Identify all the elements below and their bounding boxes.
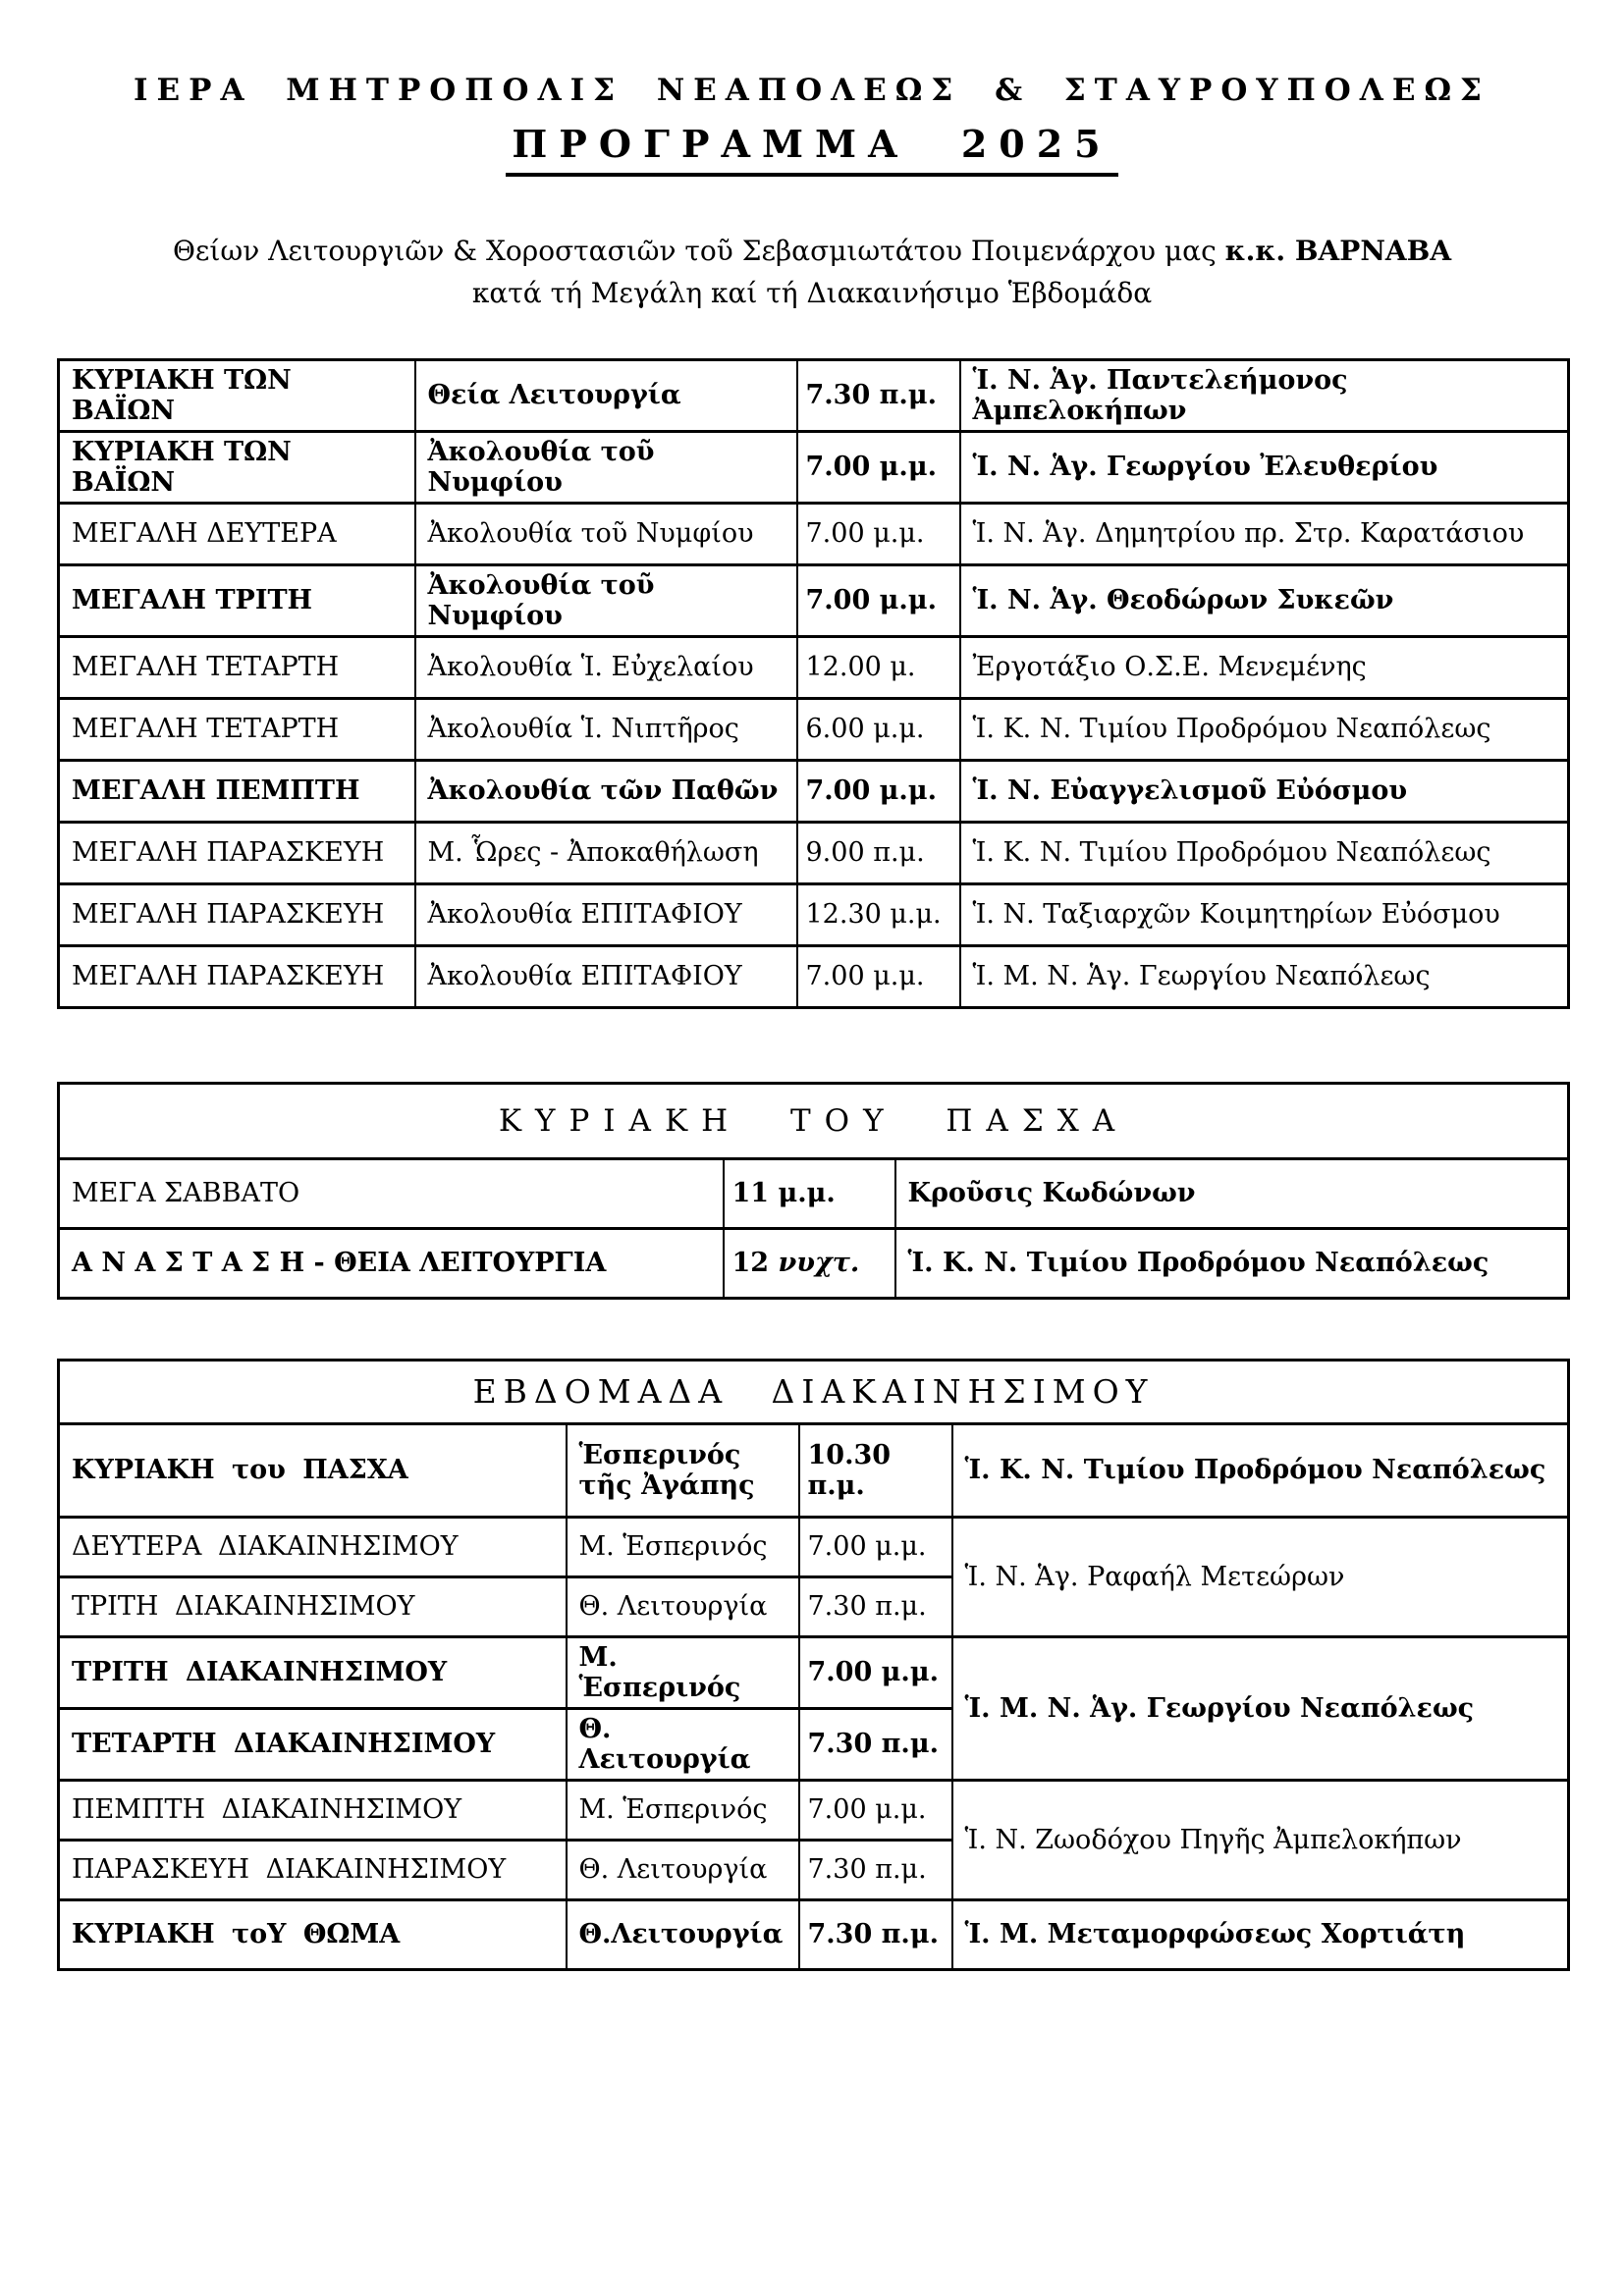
day-cell: ΜΕΓΑΛΗ ΤΕΤΑΡΤΗ <box>59 698 415 760</box>
time-cell: 12 νυχτ. <box>724 1228 895 1298</box>
pascha-table-title: ΚΥΡΙΑΚΗ ΤΟΥ ΠΑΣΧΑ <box>59 1083 1569 1158</box>
service-cell: Θ. Λειτουργία <box>567 1576 799 1636</box>
table-row <box>59 1228 1569 1298</box>
day-cell: ΠΑΡΑΣΚΕΥΗ ΔΙΑΚΑΙΝΗΣΙΜΟΥ <box>59 1840 567 1899</box>
table-row <box>59 1636 1569 1708</box>
service-cell: Μ. Ὧρες - Ἀποκαθήλωση <box>415 822 797 883</box>
service-cell: Μ. Ἑσπερινός <box>567 1517 799 1576</box>
day-cell: ΜΕΓΑΛΗ ΤΡΙΤΗ <box>59 564 415 636</box>
service-cell: Θεία Λειτουργία <box>415 359 797 431</box>
time-cell: 7.30 π.μ. <box>799 1840 952 1899</box>
location-cell: Ἱ. Ν. Ἁγ. Ραφαήλ Μετεώρων <box>952 1517 1569 1636</box>
table-row <box>59 431 1569 503</box>
day-cell: ΜΕΓΑΛΗ ΠΕΜΠΤΗ <box>59 760 415 822</box>
table-row <box>59 945 1569 1007</box>
location-cell: Ἱ. Ν. Ἁγ. Θεοδώρων Συκεῶν <box>960 564 1569 636</box>
service-cell: Ἀκολουθία Ἱ. Νιπτῆρος <box>415 698 797 760</box>
table-row <box>59 760 1569 822</box>
table-row <box>59 822 1569 883</box>
day-cell: ΜΕΓΑΛΗ ΠΑΡΑΣΚΕΥΗ <box>59 945 415 1007</box>
time-cell: 7.00 μ.μ. <box>797 431 960 503</box>
time-cell: 7.00 μ.μ. <box>799 1636 952 1708</box>
service-cell: Ἀκολουθία τοῦ Νυμφίου <box>415 431 797 503</box>
day-cell: ΔΕΥΤΕΡΑ ΔΙΑΚΑΙΝΗΣΙΜΟΥ <box>59 1517 567 1576</box>
service-cell: Μ. Ἑσπερινός <box>567 1780 799 1840</box>
day-cell: Α Ν Α Σ Τ Α Σ Η - ΘΕΙΑ ΛΕΙΤΟΥΡΓΙΑ <box>59 1228 724 1298</box>
day-cell: ΜΕΓΑ ΣΑΒΒΑΤΟ <box>59 1158 724 1228</box>
service-cell: Ἀκολουθία τοῦ Νυμφίου <box>415 503 797 564</box>
location-cell: Ἱ. Κ. Ν. Τιμίου Προδρόμου Νεαπόλεως <box>960 698 1569 760</box>
service-cell: Ἀκολουθία ΕΠΙΤΑΦΙΟΥ <box>415 883 797 945</box>
time-cell: 10.30 π.μ. <box>799 1423 952 1517</box>
service-cell: Μ. Ἑσπερινός <box>567 1636 799 1708</box>
location-cell: Ἱ. Ν. Ζωοδόχου Πηγῆς Ἀμπελοκήπων <box>952 1780 1569 1899</box>
day-cell: ΚΥΡΙΑΚΗ ΤΩΝ ΒΑΪΩΝ <box>59 359 415 431</box>
time-cell: 7.00 μ.μ. <box>797 760 960 822</box>
table-row <box>59 1158 1569 1228</box>
day-cell: ΚΥΡΙΑΚΗ τοΥ ΘΩΜΑ <box>59 1899 567 1969</box>
time-cell: 7.30 π.μ. <box>799 1899 952 1969</box>
time-cell: 7.00 μ.μ. <box>797 503 960 564</box>
time-cell: 12.30 μ.μ. <box>797 883 960 945</box>
day-cell: ΤΡΙΤΗ ΔΙΑΚΑΙΝΗΣΙΜΟΥ <box>59 1636 567 1708</box>
table-row <box>59 1423 1569 1517</box>
day-cell: ΤΡΙΤΗ ΔΙΑΚΑΙΝΗΣΙΜΟΥ <box>59 1576 567 1636</box>
time-cell: 7.00 μ.μ. <box>797 564 960 636</box>
time-cell: 7.00 μ.μ. <box>799 1780 952 1840</box>
location-cell: Ἐργοτάξιο Ο.Σ.Ε. Μενεμένης <box>960 636 1569 698</box>
location-cell: Ἱ. Μ. Ν. Ἁγ. Γεωργίου Νεαπόλεως <box>952 1636 1569 1780</box>
location-cell: Ἱ. Μ. Μεταμορφώσεως Χορτιάτη <box>952 1899 1569 1969</box>
day-cell: ΤΕΤΑΡΤΗ ΔΙΑΚΑΙΝΗΣΙΜΟΥ <box>59 1708 567 1780</box>
time-cell: 6.00 μ.μ. <box>797 698 960 760</box>
document-subtitle <box>39 230 1585 315</box>
table-row <box>59 636 1569 698</box>
time-cell: 11 μ.μ. <box>724 1158 895 1228</box>
table-row <box>59 503 1569 564</box>
subtitle-line2: κατά τή Μεγάλη καί τή Διακαινήσιμο Ἑβδομάδα <box>471 277 1153 310</box>
time-cell: 12.00 μ. <box>797 636 960 698</box>
table-title-row <box>59 1083 1569 1158</box>
table-row <box>59 1517 1569 1576</box>
day-cell: ΜΕΓΑΛΗ ΤΕΤΑΡΤΗ <box>59 636 415 698</box>
day-cell: ΜΕΓΑΛΗ ΠΑΡΑΣΚΕΥΗ <box>59 822 415 883</box>
pascha-schedule-table <box>57 1082 1570 1300</box>
service-cell: Θ.Λειτουργία <box>567 1899 799 1969</box>
table-row <box>59 359 1569 431</box>
location-cell: Ἱ. Μ. Ν. Ἁγ. Γεωργίου Νεαπόλεως <box>960 945 1569 1007</box>
bishop-name: κ.κ. ΒΑΡΝΑΒΑ <box>1224 235 1452 267</box>
program-title-wrap <box>0 122 1624 177</box>
service-cell: Ἀκολουθία Ἱ. Εὐχελαίου <box>415 636 797 698</box>
service-cell: Θ. Λειτουργία <box>567 1708 799 1780</box>
document-title: ΙΕΡΑ ΜΗΤΡΟΠΟΛΙΣ ΝΕΑΠΟΛΕΩΣ & ΣΤΑΥΡΟΥΠΟΛΕΩΣ <box>134 73 1490 108</box>
location-cell: Ἱ. Κ. Ν. Τιμίου Προδρόμου Νεαπόλεως <box>952 1423 1569 1517</box>
table-title-row <box>59 1360 1569 1423</box>
day-cell: ΜΕΓΑΛΗ ΔΕΥΤΕΡΑ <box>59 503 415 564</box>
day-cell: ΚΥΡΙΑΚΗ ΤΩΝ ΒΑΪΩΝ <box>59 431 415 503</box>
subtitle-line1: Θείων Λειτουργιῶν & Χοροστασιῶν τοῦ Σεβασμιωτάτου Ποιμενάρχου μας <box>172 235 1225 267</box>
bright-week-table-title: ΕΒΔΟΜΑΔΑ ΔΙΑΚΑΙΝΗΣΙΜΟΥ <box>59 1360 1569 1423</box>
table-row <box>59 1899 1569 1969</box>
table-row <box>59 1780 1569 1840</box>
location-cell: Ἱ. Ν. Ταξιαρχῶν Κοιμητηρίων Εὐόσμου <box>960 883 1569 945</box>
time-cell: 7.30 π.μ. <box>799 1576 952 1636</box>
event-cell: Κροῦσις Κωδώνων <box>895 1158 1569 1228</box>
location-cell: Ἱ. Κ. Ν. Τιμίου Προδρόμου Νεαπόλεως <box>960 822 1569 883</box>
location-cell: Ἱ. Ν. Εὐαγγελισμοῦ Εὐόσμου <box>960 760 1569 822</box>
service-cell: Ἀκολουθία τῶν Παθῶν <box>415 760 797 822</box>
table-row <box>59 883 1569 945</box>
day-cell: ΜΕΓΑΛΗ ΠΑΡΑΣΚΕΥΗ <box>59 883 415 945</box>
day-cell: ΠΕΜΠΤΗ ΔΙΑΚΑΙΝΗΣΙΜΟΥ <box>59 1780 567 1840</box>
service-cell: Ἑσπερινός τῆς Ἀγάπης <box>567 1423 799 1517</box>
bright-week-schedule-table <box>57 1359 1570 1971</box>
table-row <box>59 564 1569 636</box>
day-cell: ΚΥΡΙΑΚΗ του ΠΑΣΧΑ <box>59 1423 567 1517</box>
service-cell: Ἀκολουθία τοῦ Νυμφίου <box>415 564 797 636</box>
time-cell: 7.00 μ.μ. <box>799 1517 952 1576</box>
service-cell: Θ. Λειτουργία <box>567 1840 799 1899</box>
time-cell: 9.00 π.μ. <box>797 822 960 883</box>
location-cell: Ἱ. Ν. Ἁγ. Δημητρίου πρ. Στρ. Καρατάσιου <box>960 503 1569 564</box>
time-cell: 7.00 μ.μ. <box>797 945 960 1007</box>
service-cell: Ἀκολουθία ΕΠΙΤΑΦΙΟΥ <box>415 945 797 1007</box>
event-cell: Ἱ. Κ. Ν. Τιμίου Προδρόμου Νεαπόλεως <box>895 1228 1569 1298</box>
time-cell: 7.30 π.μ. <box>797 359 960 431</box>
location-cell: Ἱ. Ν. Ἁγ. Γεωργίου Ἐλευθερίου <box>960 431 1569 503</box>
time-cell: 7.30 π.μ. <box>799 1708 952 1780</box>
holy-week-schedule-table <box>57 358 1570 1009</box>
location-cell: Ἱ. Ν. Ἁγ. Παντελεήμονος Ἀμπελοκήπων <box>960 359 1569 431</box>
table-row <box>59 698 1569 760</box>
program-title: ΠΡΟΓΡΑΜΜΑ 2025 <box>506 122 1117 177</box>
